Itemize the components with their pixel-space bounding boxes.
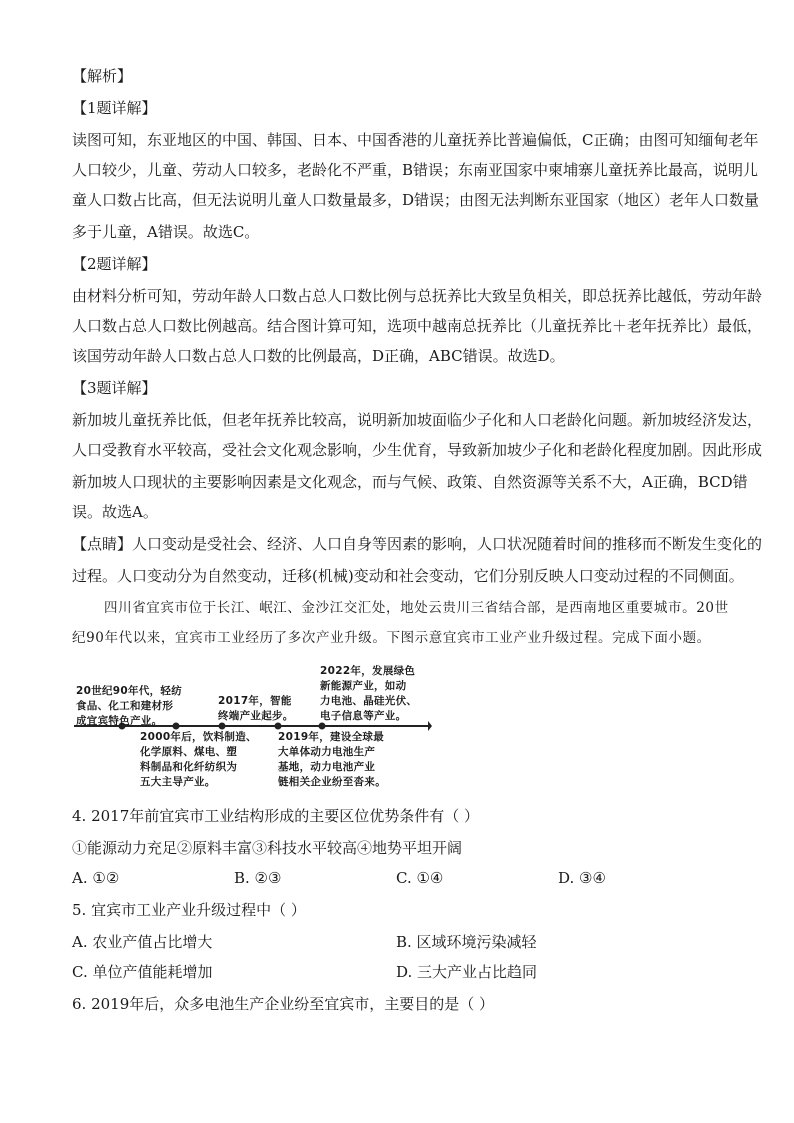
timeline-event-2022: [320, 664, 417, 724]
q3-line: 新加坡人口现状的主要影响因素是文化观念，而与气候、政策、自然资源等关系不大，A正确，BCD错: [72, 473, 748, 491]
tip-line-1: [72, 534, 763, 554]
event-line: 成宜宾特色产业。: [76, 715, 163, 727]
q5-option-d[interactable]: D. 三大产业占比趋同: [396, 963, 538, 981]
q2-line: 人口数占总人口数比例越高。结合图计算可知，选项中越南总抚养比（儿童抚养比＋老年抚养比）最低，: [72, 317, 763, 335]
timeline-arrowhead: [428, 721, 432, 731]
event-line: 食品、化工和建材形: [76, 700, 174, 712]
timeline-event-2000: [140, 730, 257, 790]
q1-line: 人口较少，儿童、劳动人口较多，老龄化不严重，B错误；东南亚国家中柬埔寨儿童抚养比最高，说明儿: [72, 161, 759, 179]
q4-option-d[interactable]: D. ③④: [558, 869, 606, 887]
event-line: 化学原料、煤电、塑: [140, 746, 238, 758]
q4-conditions: ①能源动力充足②原料丰富③科技水平较高④地势平坦开阔: [72, 839, 463, 857]
passage-line: 四川省宜宾市位于长江、岷江、金沙江交汇处，地处云贵川三省结合部，是西南地区重要城市。20世: [104, 600, 729, 616]
q4-option-a[interactable]: A. ①②: [72, 869, 120, 887]
q5-option-a[interactable]: A. 农业产值占比增大: [72, 933, 213, 951]
q1-line: 读图可知，东亚地区的中国、韩国、日本、中国香港的儿童抚养比普遍偏低，C正确；由图可知缅甸老年: [72, 131, 759, 149]
q5-stem: 5. 宜宾市工业产业升级过程中（ ）: [72, 901, 306, 919]
q3-line: 误。故选A。: [72, 503, 158, 521]
industry-timeline-figure: [72, 664, 432, 786]
event-line: 基地，动力电池产业: [278, 761, 376, 773]
event-line: 新能源产业，如动: [320, 680, 407, 692]
q3-header: 【3题详解】: [72, 379, 157, 397]
timeline-event-2017: [218, 694, 294, 724]
q2-header: 【2题详解】: [72, 255, 157, 273]
q4-option-b[interactable]: B. ②③: [234, 869, 282, 887]
event-line: 20世纪90年代，轻纺: [76, 685, 183, 697]
q4-stem: 4. 2017年前宜宾市工业结构形成的主要区位优势条件有（ ）: [72, 807, 480, 825]
event-line: 链相关企业纷至沓来。: [278, 776, 386, 788]
q2-line: 该国劳动年龄人口数占总人口数的比例最高，D正确，ABC错误。故选D。: [72, 347, 565, 365]
q1-line: 童人口数占比高，但无法说明儿童人口数量最多，D错误；由图无法判断东亚国家（地区）老年人口数量: [72, 191, 760, 209]
event-line: 料制品和化纤纺织为: [140, 761, 238, 773]
q3-line: 新加坡儿童抚养比低，但老年抚养比较高，说明新加坡面临少子化和人口老龄化问题。新加坡经济发达，: [72, 411, 763, 429]
timeline-event-2019: [278, 730, 386, 790]
q1-header: 【1题详解】: [72, 99, 157, 117]
tip-label: 【点睛】: [72, 535, 133, 553]
timeline-event-1990s: [76, 684, 182, 729]
q3-line: 人口受教育水平较高，受社会文化观念影响，少生优育，导致新加坡少子化和老龄化程度加剧。因此形成: [72, 441, 763, 459]
q1-line: 多于儿童，A错误。故选C。: [72, 223, 260, 241]
event-line: 2000年后，饮料制造、: [140, 731, 257, 743]
q5-option-c[interactable]: C. 单位产值能耗增加: [72, 963, 213, 981]
analysis-header: 【解析】: [72, 67, 133, 85]
event-line: 2022年，发展绿色: [320, 665, 416, 677]
event-line: 终端产业起步。: [218, 710, 294, 722]
event-line: 力电池、晶硅光伏、: [320, 695, 418, 707]
tip-line: 过程。人口变动分为自然变动，迁移(机械)变动和社会变动，它们分别反映人口变动过程的不同侧面。: [72, 567, 744, 585]
tip-text: 人口变动是受社会、经济、人口自身等因素的影响，人口状况随着时间的推移而不断发生变化的: [132, 535, 763, 553]
q6-stem: 6. 2019年后，众多电池生产企业纷至宜宾市，主要目的是（ ）: [72, 995, 495, 1013]
event-line: 五大主导产业。: [140, 776, 216, 788]
q2-line: 由材料分析可知，劳动年龄人口数占总人口数比例与总抚养比大致呈负相关，即总抚养比越低，劳动年龄: [72, 287, 763, 305]
q5-option-b[interactable]: B. 区域环境污染减轻: [396, 933, 537, 951]
event-line: 电子信息等产业。: [320, 710, 407, 722]
q4-option-c[interactable]: C. ①④: [396, 869, 444, 887]
event-line: 2017年，智能: [218, 695, 292, 707]
event-line: 大单体动力电池生产: [278, 746, 376, 758]
event-line: 2019年，建设全球最: [278, 731, 385, 743]
passage-line: 纪90年代以来，宜宾市工业经历了多次产业升级。下图示意宜宾市工业产业升级过程。完成下面小题。: [72, 630, 711, 646]
